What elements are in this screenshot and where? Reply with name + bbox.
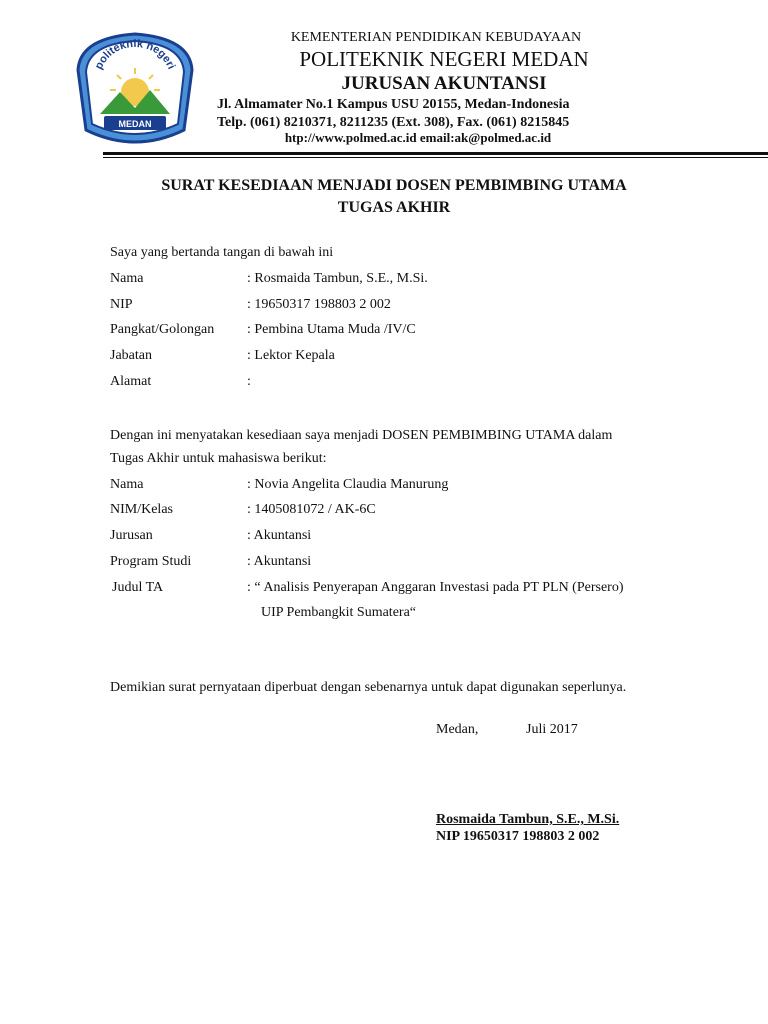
logo-arc-text: politeknik negeri <box>92 37 178 72</box>
web-email: htp://www.polmed.ac.id email:ak@polmed.ac.id <box>284 130 552 145</box>
lecturer-value-name: : Rosmaida Tambun, S.E., M.Si. <box>247 271 428 286</box>
lecturer-value-nip: : 19650317 198803 2 002 <box>247 297 391 312</box>
ministry-name: KEMENTERIAN PENDIDIKAN KEBUDAYAAN <box>290 30 582 45</box>
student-value-department: : Akuntansi <box>247 528 312 543</box>
intro-text: Saya yang bertanda tangan di bawah ini <box>110 245 334 260</box>
student-label-program: Program Studi <box>110 554 192 569</box>
student-value-thesis-title: : “ Analisis Penyerapan Anggaran Investasi pada PT PLN (Persero) <box>247 580 624 595</box>
lecturer-label-nip: NIP <box>110 297 133 312</box>
letter-title-line1: SURAT KESEDIAAN MENJADI DOSEN PEMBIMBING UTAMA <box>161 177 627 194</box>
student-label-department: Jurusan <box>110 528 153 543</box>
header-rule-thick <box>103 152 768 155</box>
statement-line1: Dengan ini menyatakan kesediaan saya menjadi DOSEN PEMBIMBING UTAMA dalam <box>110 428 613 443</box>
lecturer-label-name: Nama <box>110 271 144 286</box>
signer-name: Rosmaida Tambun, S.E., M.Si. <box>436 812 620 827</box>
date: Juli 2017 <box>526 722 578 737</box>
lecturer-value-address: : <box>247 374 251 389</box>
lecturer-value-position: : Lektor Kepala <box>247 348 335 363</box>
letter-title-line2: TUGAS AKHIR <box>337 199 451 216</box>
thesis-title-continuation: UIP Pembangkit Sumatera“ <box>261 605 417 620</box>
header-rule-thin <box>103 157 768 158</box>
lecturer-label-address: Alamat <box>110 374 152 389</box>
institution-name: POLITEKNIK NEGERI MEDAN <box>299 47 589 71</box>
place: Medan, <box>436 722 479 737</box>
lecturer-label-position: Jabatan <box>110 348 152 363</box>
lecturer-value-rank: : Pembina Utama Muda /IV/C <box>247 322 416 337</box>
student-label-name: Nama <box>110 477 144 492</box>
department-name: JURUSAN AKUNTANSI <box>341 73 547 94</box>
student-value-program: : Akuntansi <box>247 554 312 569</box>
lecturer-label-rank: Pangkat/Golongan <box>110 322 215 337</box>
closing-text: Demikian surat pernyataan diperbuat dengan sebenarnya untuk dapat digunakan seperlunya. <box>110 680 627 695</box>
logo-bottom-text: MEDAN <box>118 119 152 129</box>
address: Jl. Almamater No.1 Kampus USU 20155, Medan-Indonesia <box>217 97 570 112</box>
student-label-nim: NIM/Kelas <box>110 502 173 517</box>
student-label-thesis-title: Judul TA <box>112 580 164 595</box>
telephone: Telp. (061) 8210371, 8211235 (Ext. 308), Fax. (061) 8215845 <box>217 115 570 130</box>
student-value-nim: : 1405081072 / AK-6C <box>247 502 376 517</box>
signer-nip: NIP 19650317 198803 2 002 <box>436 829 600 844</box>
student-value-name: : Novia Angelita Claudia Manurung <box>247 477 449 492</box>
statement-line2: Tugas Akhir untuk mahasiswa berikut: <box>110 451 327 466</box>
